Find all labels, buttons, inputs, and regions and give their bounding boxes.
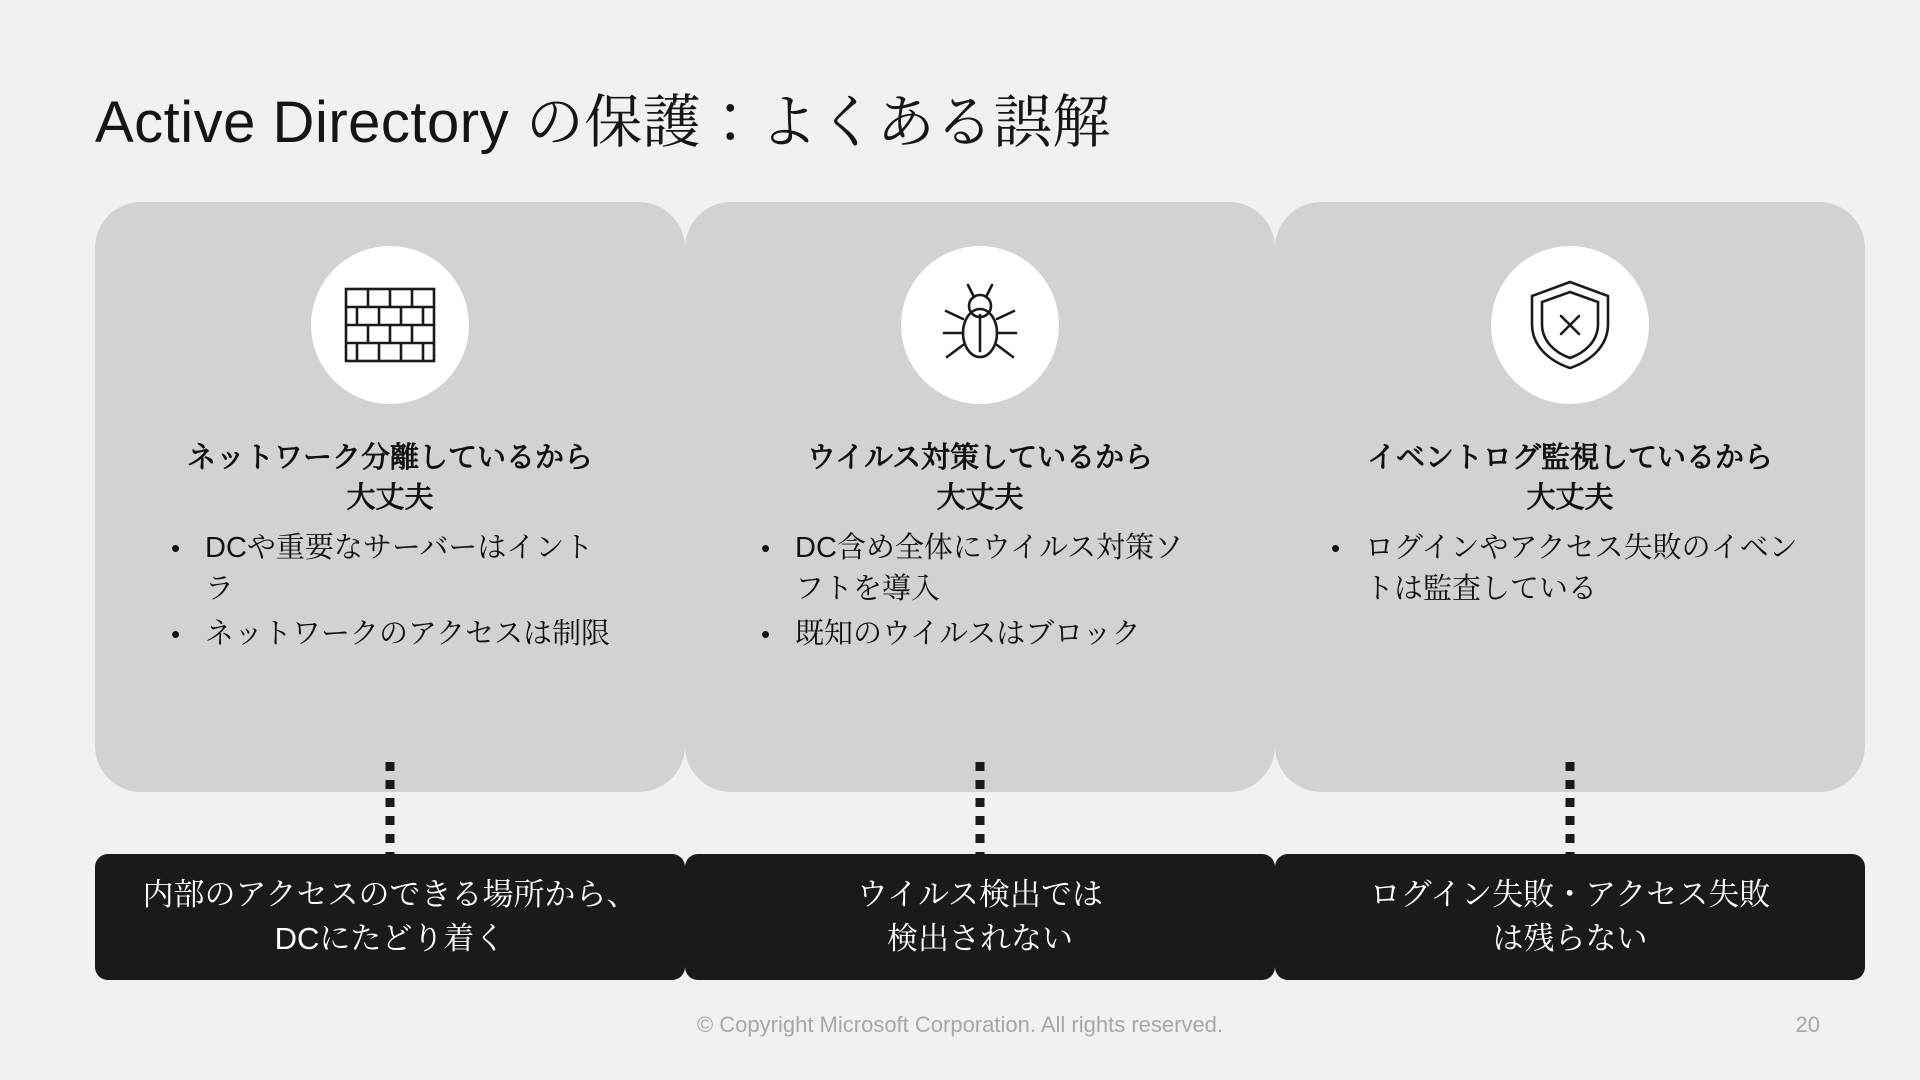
bullet-text: DCや重要なサーバーはイントラ: [205, 532, 594, 606]
bullet-marker-icon: •: [761, 533, 771, 564]
page-title: Active Directory の保護：よくある誤解: [95, 90, 1111, 155]
list-item: [761, 614, 1211, 655]
brick-wall-icon: [311, 246, 469, 404]
callout-banner-2: ウイルス検出では 検出されない: [685, 854, 1275, 980]
list-item: [761, 528, 1211, 610]
bullet-marker-icon: •: [761, 619, 771, 650]
bullet-marker-icon: •: [1331, 533, 1341, 564]
shield-x-icon: [1491, 246, 1649, 404]
card-heading-2: ウイルス対策しているから 大丈夫: [806, 442, 1154, 515]
bullet-text: ログインやアクセス失敗のイベントは監査している: [1365, 532, 1798, 606]
bullet-text: 既知のウイルスはブロック: [795, 618, 1141, 651]
card-bullet-list-2: [719, 528, 1241, 660]
misconception-card-1: [95, 202, 685, 792]
dotted-connector-1: [386, 762, 395, 874]
card-bullet-list-1: [129, 528, 651, 660]
bullet-text: ネットワークのアクセスは制限: [205, 618, 611, 651]
misconception-columns: [95, 202, 1830, 980]
card-bullet-list-3: [1309, 528, 1831, 614]
footer-page-number: 20: [1795, 1012, 1820, 1037]
bullet-marker-icon: •: [171, 533, 181, 564]
footer-copyright: © Copyright Microsoft Corporation. All rights reserved.: [696, 1012, 1224, 1037]
list-item: [171, 614, 621, 655]
callout-banner-3: ログイン失敗・アクセス失敗 は残らない: [1275, 854, 1865, 980]
list-item: [1331, 528, 1821, 610]
card-heading-3: イベントログ監視しているから 大丈夫: [1366, 442, 1773, 515]
misconception-card-3: [1275, 202, 1865, 792]
list-item: [171, 528, 621, 610]
misconception-column-1: [95, 202, 685, 980]
callout-banner-1: 内部のアクセスのできる場所から、 DCにたどり着く: [95, 854, 685, 980]
dotted-connector-2: [976, 762, 985, 874]
dotted-connector-3: [1566, 762, 1575, 874]
misconception-card-2: [685, 202, 1275, 792]
bug-icon: [901, 246, 1059, 404]
card-heading-1: ネットワーク分離しているから 大丈夫: [186, 442, 593, 515]
misconception-column-3: [1275, 202, 1865, 980]
bullet-marker-icon: •: [171, 619, 181, 650]
misconception-column-2: [685, 202, 1275, 980]
bullet-text: DC含め全体にウイルス対策ソフトを導入: [795, 532, 1184, 606]
